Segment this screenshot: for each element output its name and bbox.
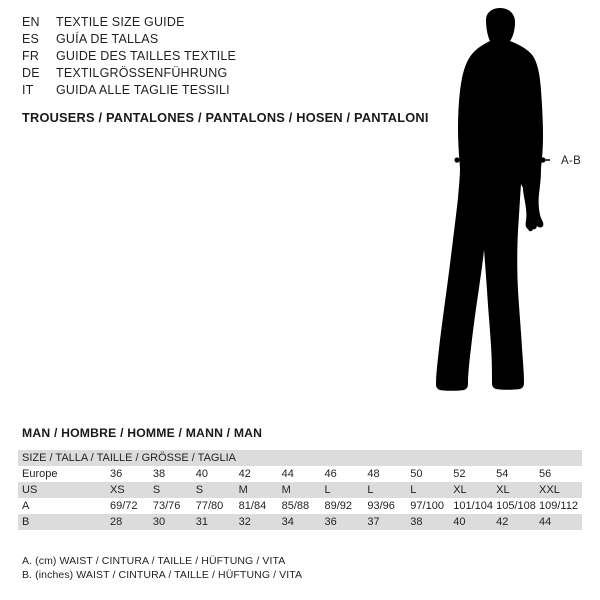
language-text-it: GUIDA ALLE TAGLIE TESSILI: [56, 83, 230, 97]
cell: XL: [453, 484, 467, 496]
cell: XL: [496, 484, 510, 496]
cell: M: [238, 484, 248, 496]
language-code-de: DE: [22, 66, 40, 80]
cell: XS: [109, 484, 125, 496]
language-text-fr: GUIDE DES TAILLES TEXTILE: [56, 49, 237, 63]
row-label-us: US: [22, 484, 38, 496]
language-row-de: [22, 65, 382, 82]
size-table: [18, 450, 582, 530]
language-code-it: IT: [22, 83, 34, 97]
cell: 36: [109, 468, 123, 480]
language-code-es: ES: [22, 32, 40, 46]
cell: 73/76: [152, 500, 181, 512]
cell: L: [367, 484, 374, 496]
cell: 37: [367, 516, 380, 528]
row-label-a: A: [22, 500, 30, 512]
cell: 69/72: [109, 500, 138, 512]
cell: 38: [410, 516, 423, 528]
cell: S: [152, 484, 161, 496]
cell: 89/92: [324, 500, 353, 512]
cell: 42: [496, 516, 509, 528]
cell: 44: [281, 468, 294, 480]
table-row: [18, 466, 582, 482]
table-header-label: SIZE / TALLA / TAILLE / GRÖSSE / TAGLIA: [22, 452, 236, 464]
table-row: [18, 482, 582, 498]
cell: 81/84: [238, 500, 267, 512]
language-row-it: [22, 82, 382, 99]
cell: 48: [367, 468, 380, 480]
cell: 42: [238, 468, 251, 480]
cell: 38: [152, 468, 166, 480]
cell: 31: [195, 516, 209, 528]
language-row-es: [22, 31, 382, 48]
cell: 54: [496, 468, 509, 480]
cell: L: [324, 484, 331, 496]
cell: 28: [109, 516, 123, 528]
measure-point-a: [454, 157, 459, 162]
table-row: [18, 450, 582, 466]
cell: XXL: [539, 484, 560, 496]
language-code-en: EN: [22, 15, 40, 29]
cell: 93/96: [367, 500, 395, 512]
silhouette-icon: [400, 8, 600, 408]
language-row-en: [22, 14, 382, 31]
category-title: TROUSERS / PANTALONES / PANTALONS / HOSEN / PANTALONI: [22, 110, 429, 125]
table-row: [18, 498, 582, 514]
language-text-en: TEXTILE SIZE GUIDE: [56, 15, 185, 29]
cell: M: [281, 484, 291, 496]
cell: 32: [238, 516, 251, 528]
row-label-europe: Europe: [22, 468, 58, 480]
language-code-fr: FR: [22, 49, 40, 63]
cell: 77/80: [195, 500, 224, 512]
cell: L: [410, 484, 417, 496]
cell: S: [195, 484, 204, 496]
language-row-fr: [22, 48, 382, 65]
cell: 44: [539, 516, 552, 528]
table-row: [18, 514, 582, 530]
language-text-de: TEXTILGRÖSSENFÜHRUNG: [56, 66, 228, 80]
footnote-a: A. (cm) WAIST / CINTURA / TAILLE / HÜFTUNG / VITA: [22, 555, 286, 567]
cell: 109/112: [539, 500, 578, 512]
cell: 40: [195, 468, 209, 480]
male-silhouette-figure: [400, 8, 600, 408]
cell: 50: [410, 468, 423, 480]
cell: 85/88: [281, 500, 310, 512]
cell: 101/104: [453, 500, 493, 512]
cell: 30: [152, 516, 166, 528]
measure-label-ab: A-B: [561, 155, 582, 167]
cell: 56: [539, 468, 552, 480]
cell: 105/108: [496, 500, 536, 512]
footnotes: [22, 554, 302, 582]
cell: 97/100: [410, 500, 444, 512]
cell: 46: [324, 468, 337, 480]
cell: 36: [324, 516, 337, 528]
cell: 34: [281, 516, 294, 528]
language-list: [22, 14, 382, 99]
language-text-es: GUÍA DE TALLAS: [56, 32, 159, 46]
row-label-b: B: [22, 516, 30, 528]
table-title: MAN / HOMBRE / HOMME / MANN / MAN: [22, 426, 263, 440]
cell: 52: [453, 468, 466, 480]
measure-point-b: [540, 157, 545, 162]
footnote-b: B. (inches) WAIST / CINTURA / TAILLE / HÜFTUNG / VITA: [22, 569, 303, 581]
cell: 40: [453, 516, 466, 528]
